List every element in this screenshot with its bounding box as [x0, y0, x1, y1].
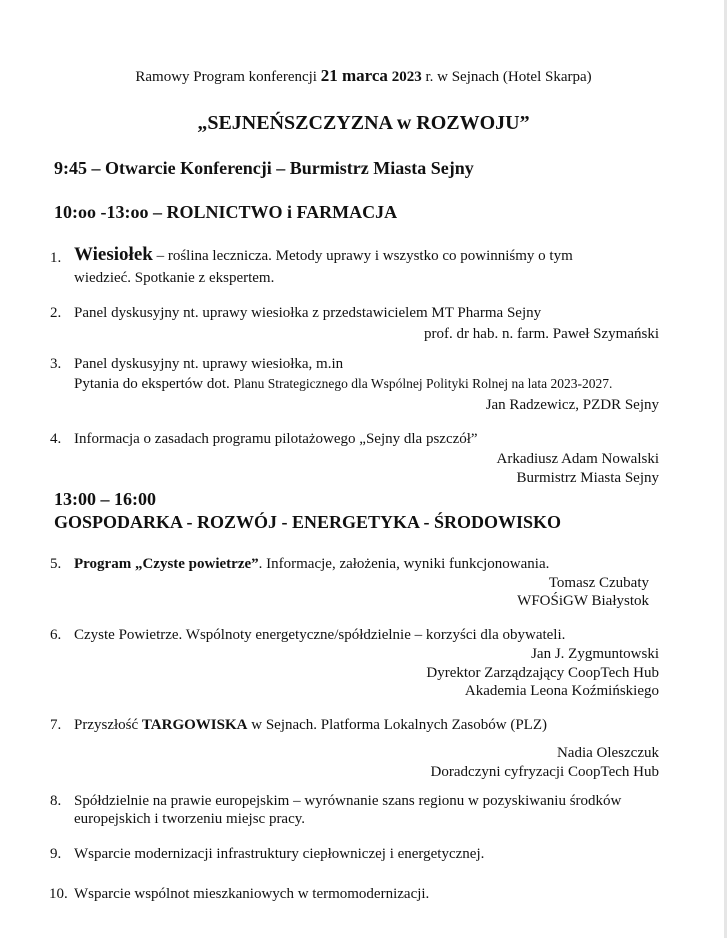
item-text: w Sejnach. Platforma Lokalnych Zasobów (PLZ): [247, 717, 547, 733]
item-text: europejskich i tworzeniu miejsc pracy.: [74, 811, 306, 827]
item-number: 1.: [50, 250, 62, 266]
item-text: Wsparcie wspólnot mieszkaniowych w termomodernizacji.: [74, 886, 430, 902]
item-number: 8.: [50, 793, 62, 809]
item-lead: Program „Czyste powietrze”: [74, 556, 259, 572]
header-suffix: r. w Sejnach (Hotel Skarpa): [421, 69, 592, 85]
item-text: wiedzieć. Spotkanie z ekspertem.: [74, 270, 275, 286]
speaker: WFOŚiGW Białystok: [517, 593, 649, 609]
item-text: . Informacje, założenia, wyniki funkcjonowania.: [258, 556, 550, 572]
item-number: 4.: [50, 431, 62, 447]
item-number: 10.: [49, 886, 68, 902]
speaker: Arkadiusz Adam Nowalski: [496, 451, 659, 467]
item-text: Pytania do ekspertów dot.: [74, 376, 234, 392]
item-number: 5.: [50, 556, 62, 572]
item-text-small: Planu Strategicznego dla Wspólnej Polityki Rolnej na lata 2023-2027.: [233, 376, 613, 391]
section1-heading: 10:oo -13:oo – ROLNICTWO i FARMACJA: [54, 202, 398, 222]
item-line: [74, 376, 612, 393]
item-line: [74, 556, 549, 573]
speaker: Akademia Leona Koźmińskiego: [464, 683, 659, 699]
section2-time: 13:00 – 16:00: [54, 489, 156, 509]
item-number: 6.: [50, 627, 62, 643]
item-text: Czyste Powietrze. Wspólnoty energetyczne/spółdzielnie – korzyści dla obywateli.: [74, 627, 566, 643]
item-text: Informacja o zasadach programu pilotażowego „Sejny dla pszczół”: [74, 431, 478, 447]
program-header: [0, 66, 727, 86]
item-text: Panel dyskusyjny nt. uprawy wiesiołka, m.in: [74, 356, 344, 372]
item-bold: TARGOWISKA: [141, 717, 248, 733]
item-text: – roślina lecznicza. Metody uprawy i wszystko co powinniśmy o tym: [152, 248, 573, 264]
header-prefix: Ramowy Program konferencji: [135, 69, 321, 85]
item-text: Przyszłość: [74, 717, 142, 733]
header-year: 2023: [387, 69, 422, 85]
header-date: 21 marca: [320, 66, 388, 85]
item-text: Panel dyskusyjny nt. uprawy wiesiołka z przedstawicielem MT Pharma Sejny: [74, 305, 542, 321]
item-number: 2.: [50, 305, 62, 321]
conference-title: „SEJNEŃSZCZYZNA w ROZWOJU”: [197, 112, 530, 134]
item-number: 9.: [50, 846, 62, 862]
item-text: Wsparcie modernizacji infrastruktury ciepłowniczej i energetycznej.: [74, 846, 485, 862]
item-line: [74, 717, 547, 734]
section2-heading: GOSPODARKA - ROZWÓJ - ENERGETYKA - ŚRODOWISKO: [54, 512, 562, 532]
speaker: Jan Radzewicz, PZDR Sejny: [485, 397, 659, 413]
speaker: Doradczyni cyfryzacji CoopTech Hub: [430, 764, 659, 780]
speaker: Nadia Oleszczuk: [556, 745, 659, 761]
speaker: Tomasz Czubaty: [548, 575, 649, 591]
speaker: prof. dr hab. n. farm. Paweł Szymański: [424, 326, 659, 342]
speaker: Jan J. Zygmuntowski: [531, 646, 659, 662]
item-text: Spółdzielnie na prawie europejskim – wyrównanie szans regionu w pozyskiwaniu środków: [74, 793, 622, 809]
item-number: 7.: [50, 717, 62, 733]
speaker: Dyrektor Zarządzający CoopTech Hub: [426, 665, 659, 681]
speaker: Burmistrz Miasta Sejny: [516, 470, 659, 486]
item-number: 3.: [50, 356, 62, 372]
item-lead: Wiesiołek: [74, 244, 153, 265]
opening-heading: 9:45 – Otwarcie Konferencji – Burmistrz Miasta Sejny: [54, 158, 474, 178]
item-line: [74, 244, 573, 266]
